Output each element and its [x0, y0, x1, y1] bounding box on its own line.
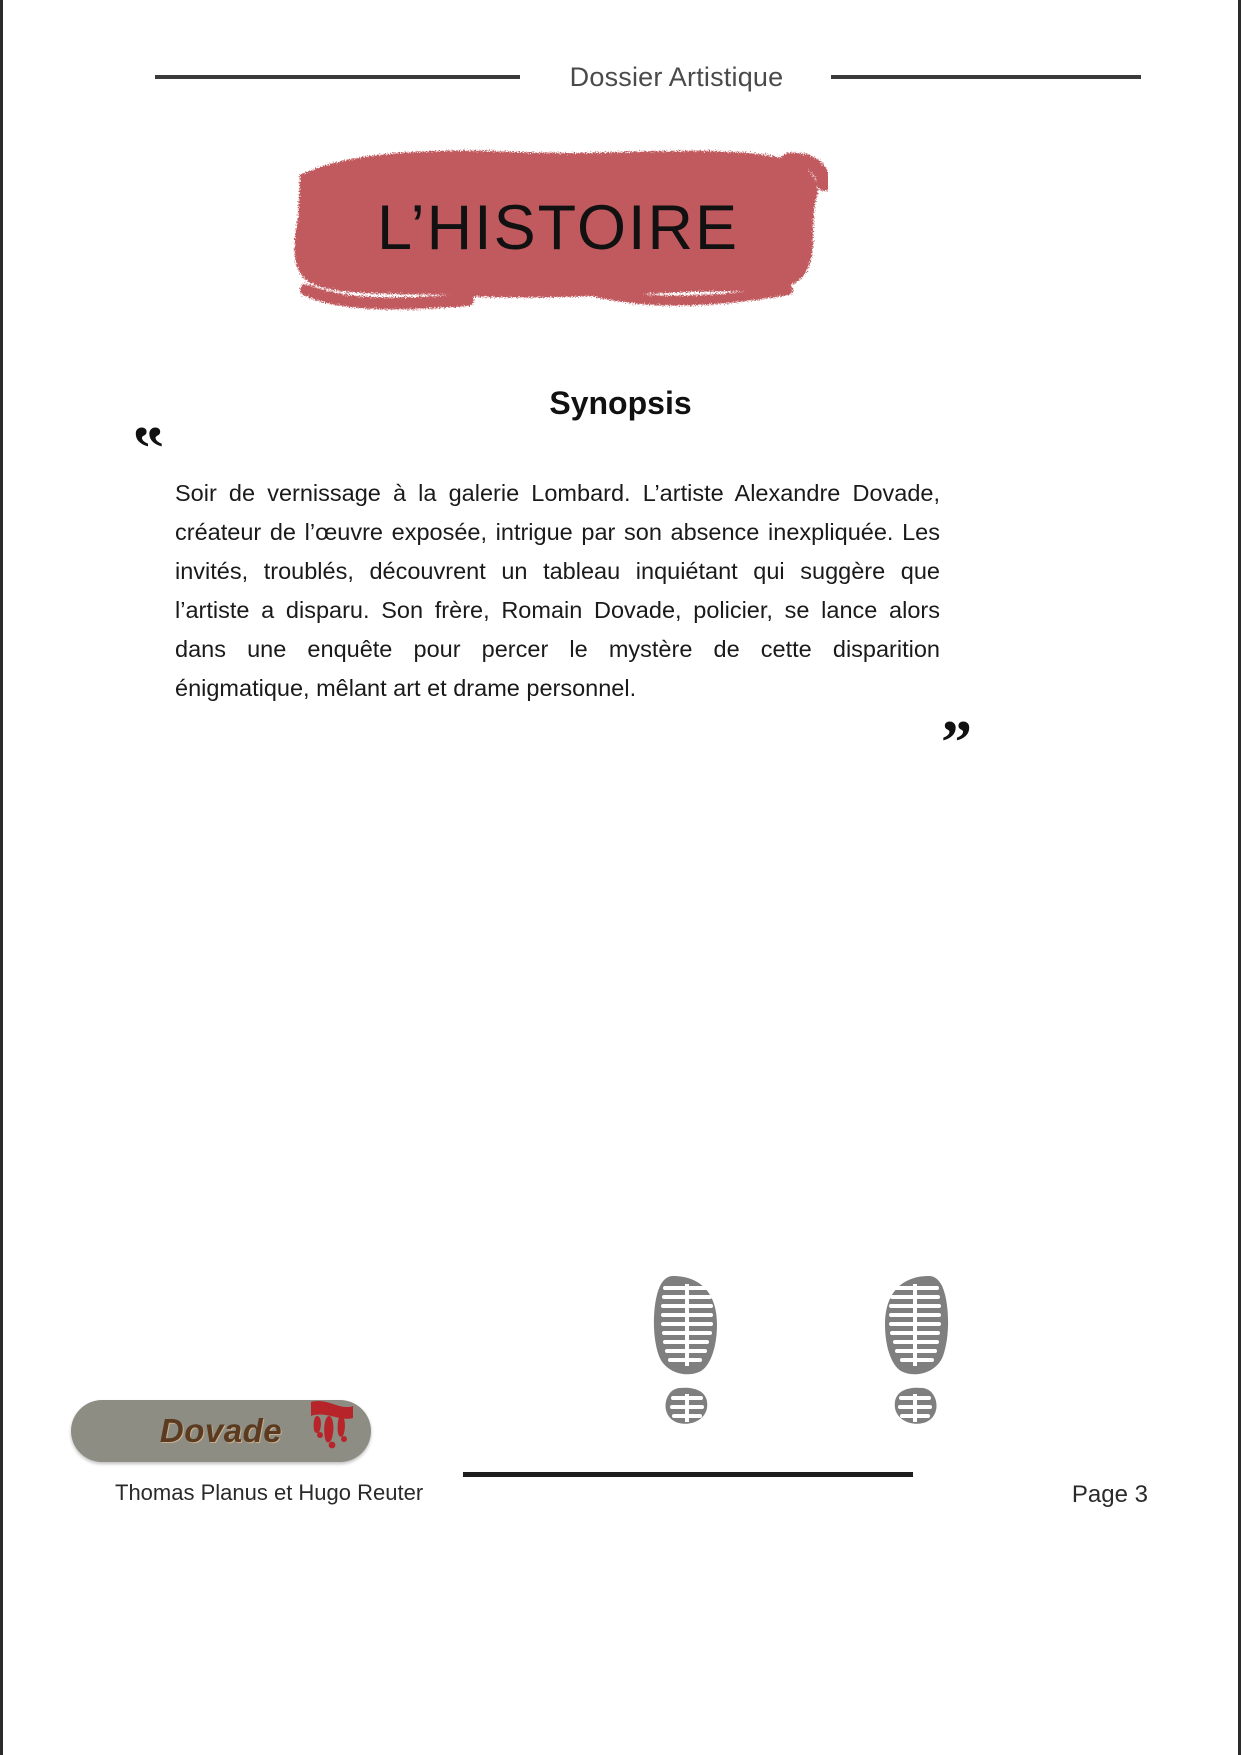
quote-open-icon: ” [133, 415, 164, 483]
header-rule-left [155, 75, 520, 79]
dovade-logo-text: Dovade [159, 1412, 283, 1449]
page-title: L’HISTOIRE [377, 192, 739, 263]
footprints-icon [633, 1268, 973, 1433]
synopsis-text: Soir de vernissage à la galerie Lombard. L’artiste Alexandre Dovade, créateur de l’œuvre exposée, intrigue par son absence inexpliquée. Les invités, troublés, découvrent un tableau inquiétant qui suggère que l’artiste a disparu. Son frère, Romain Dovade, policier, se lance alors dans une enquête pour percer le mystère de cette disparition énigmatique, mêlant art et drame personnel. [175, 480, 940, 701]
blood-drip-icon [303, 1398, 359, 1456]
header-rule-right [831, 75, 1141, 79]
footer-page-number: Page 3 [1071, 1481, 1148, 1508]
header-title: Dossier Artistique [569, 61, 784, 92]
title-brush-banner [288, 140, 828, 315]
quote-close-icon: ” [941, 709, 972, 777]
page-header [3, 54, 1238, 100]
footer-rule [463, 1472, 913, 1477]
synopsis-heading: Synopsis [549, 385, 692, 421]
footer-authors: Thomas Planus et Hugo Reuter [115, 1480, 424, 1505]
